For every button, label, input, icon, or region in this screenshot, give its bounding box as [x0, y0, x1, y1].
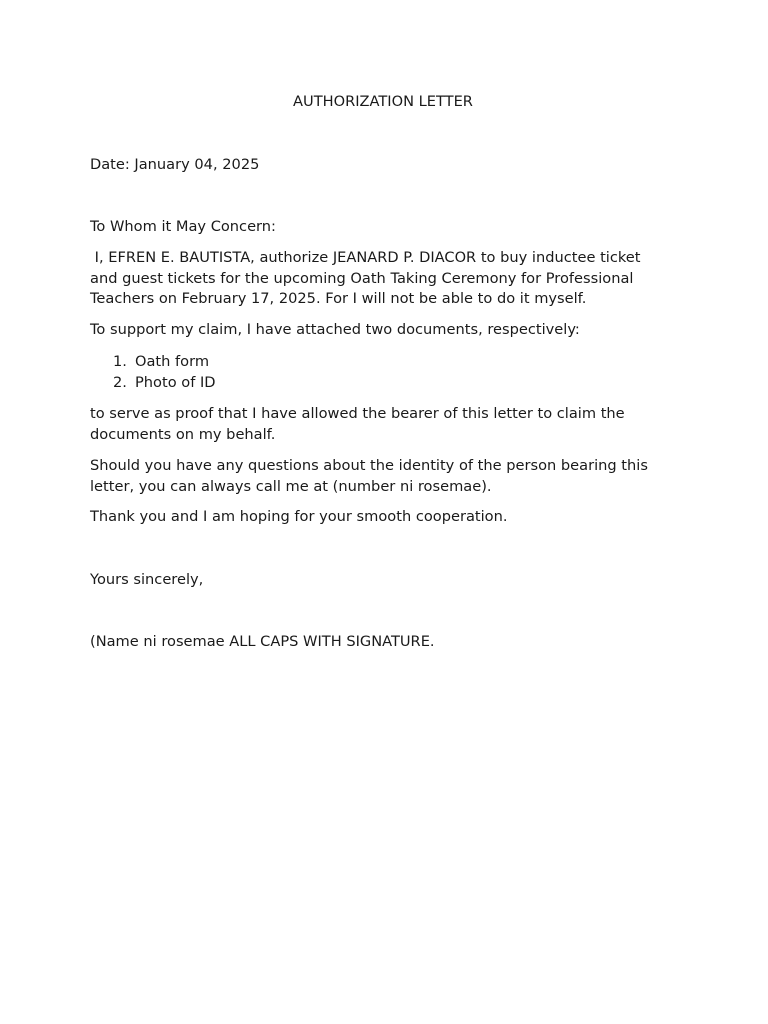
list-item-label: Oath form: [135, 353, 210, 370]
attachment-list: [90, 352, 216, 393]
authorization-line-2: and guest tickets for the upcoming Oath Taking Ceremony for Professional: [90, 269, 634, 287]
questions-line-2: letter, you can always call me at (number ni rosemae).: [90, 477, 492, 495]
proof-line-2: documents on my behalf.: [90, 425, 276, 443]
closing-line: Yours sincerely,: [90, 571, 204, 588]
list-item-number: 2.: [113, 373, 127, 391]
questions-line-1: Should you have any questions about the identity of the person bearing this: [90, 457, 648, 474]
list-item: [90, 373, 216, 394]
signature-line: (Name ni rosemae ALL CAPS WITH SIGNATURE.: [90, 633, 435, 650]
authorization-line-1: I, EFREN E. BAUTISTA, authorize JEANARD P. DIACOR to buy inductee ticket: [90, 249, 641, 266]
proof-line-1: to serve as proof that I have allowed the bearer of this letter to claim the: [90, 405, 625, 422]
letter-title: AUTHORIZATION LETTER: [293, 93, 473, 110]
salutation: To Whom it May Concern:: [90, 218, 276, 235]
authorization-line-3: Teachers on February 17, 2025. For I will not be able to do it myself.: [90, 290, 587, 307]
list-item-label: Photo of ID: [135, 373, 216, 391]
support-intro: To support my claim, I have attached two documents, respectively:: [90, 321, 580, 338]
list-item: [90, 352, 216, 373]
thanks-line: Thank you and I am hoping for your smooth cooperation.: [90, 508, 508, 525]
list-item-number: 1.: [113, 353, 127, 370]
letter-date: Date: January 04, 2025: [90, 156, 260, 173]
